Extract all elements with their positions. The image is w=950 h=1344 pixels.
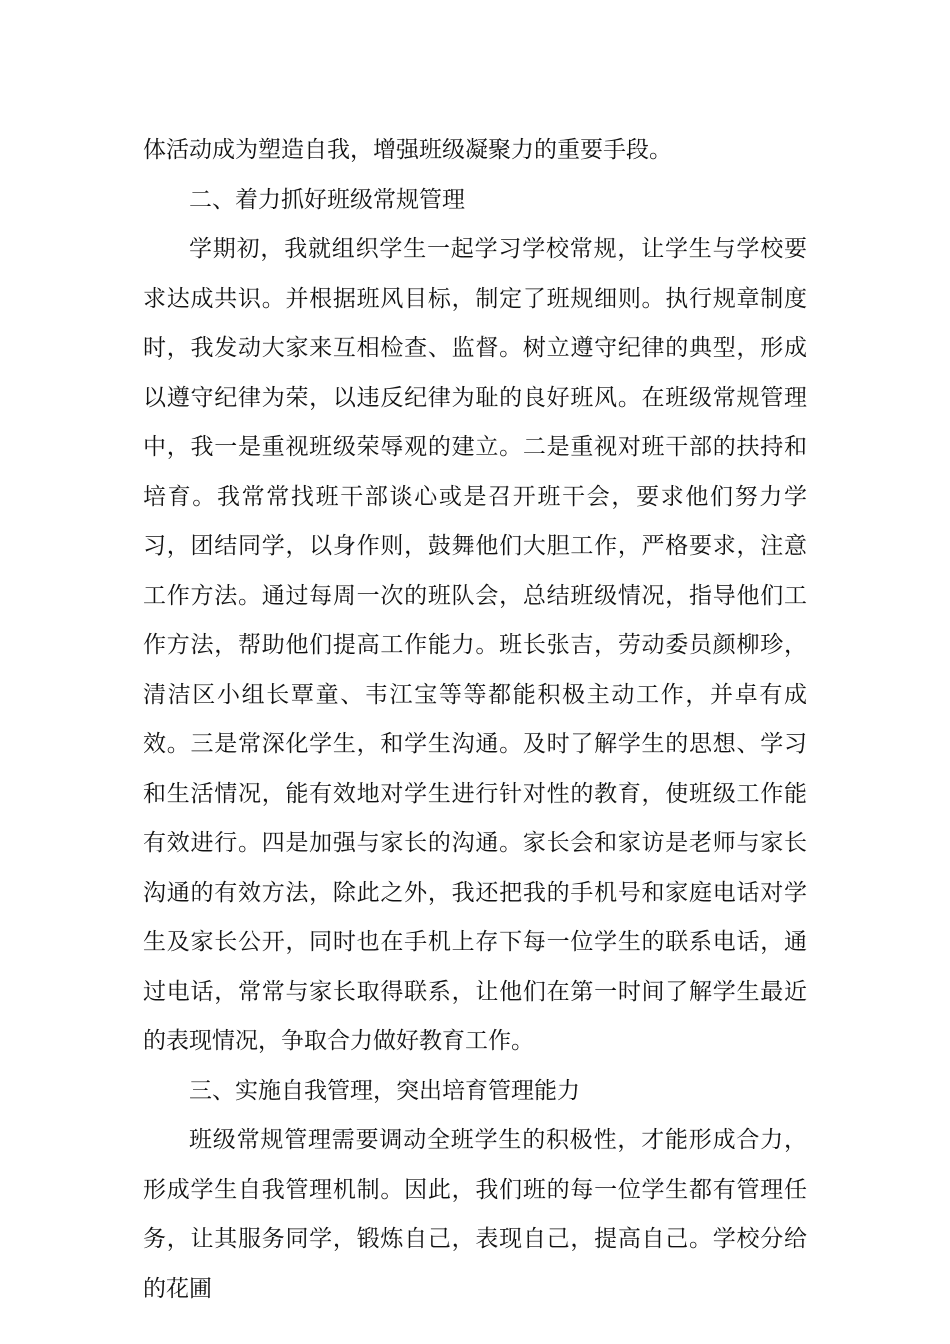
paragraph-continuation: 体活动成为塑造自我，增强班级凝聚力的重要手段。 xyxy=(143,137,672,163)
section-heading-2: 二、着力抓好班级常规管理 xyxy=(189,186,465,213)
paragraph-routine-management: 学期初，我就组织学生一起学习学校常规，让学生与学校要求达成共识。并根据班风目标，制定了班规细则。执行规章制度时，我发动大家来互相检查、监督。树立遵守纪律的典型，形成以遵守纪律为荣，以违反纪律为耻的良好班风。在班级常规管理中，我一是重视班级荣辱观的建立。二是重视对班干部的扶持和培育。我常常找班干部谈心或是召开班干会，要求他们努力学习，团结同学，以身作则，鼓舞他们大胆工作，严格要求，注意工作方法。通过每周一次的班队会，总结班级情况，指导他们工作方法，帮助他们提高工作能力。班长张吉，劳动委员颜柳珍，清洁区小组长覃童、韦江宝等等都能积极主动工作，并卓有成效。三是常深化学生，和学生沟通。及时了解学生的思想、学习和生活情况，能有效地对学生进行针对性的教育，使班级工作能有效进行。四是加强与家长的沟通。家长会和家访是老师与家长沟通的有效方法，除此之外，我还把我的手机号和家庭电话对学生及家长公开，同时也在手机上存下每一位学生的联系电话，通过电话，常常与家长取得联系，让他们在第一时间了解学生最近的表现情况，争取合力做好教育工作。 xyxy=(143,236,807,1054)
paragraph-self-management: 班级常规管理需要调动全班学生的积极性，才能形成合力，形成学生自我管理机制。因此，我们班的每一位学生都有管理任务，让其服务同学，锻炼自己，表现自己，提高自己。学校分给的花圃 xyxy=(143,1127,807,1302)
section-heading-3: 三、实施自我管理，突出培育管理能力 xyxy=(189,1077,580,1104)
document-body xyxy=(143,126,807,1314)
